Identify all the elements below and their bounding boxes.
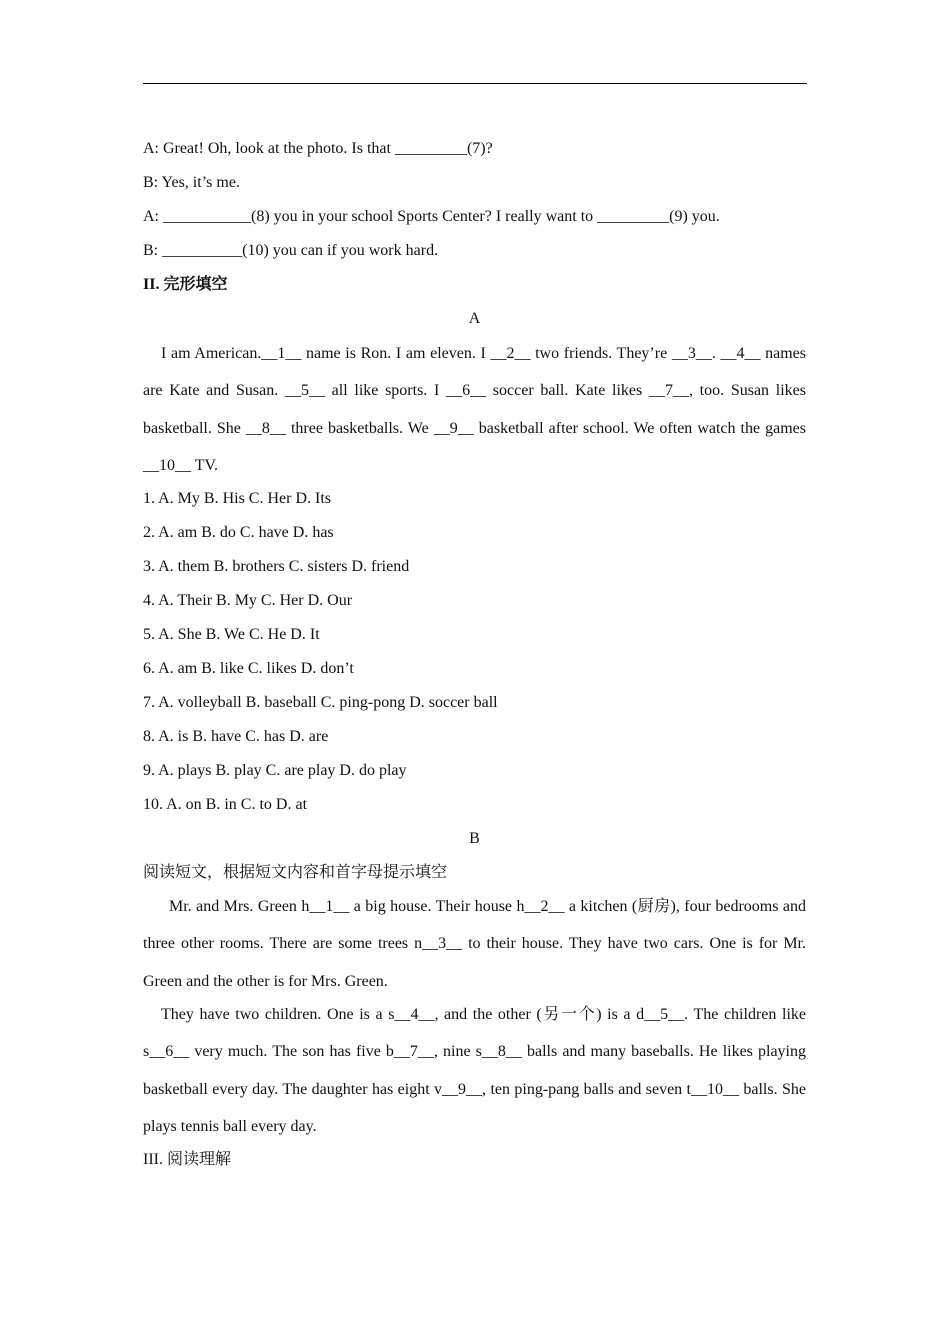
cloze-passage-b-paragraph-1: Mr. and Mrs. Green h__1__ a big house. Their house h__2__ a kitchen (厨房), four bedrooms and three other rooms. There are some trees n__3__ to their house. They have two cars. One is for Mr. Green and the other is for Mrs. Green. [143, 898, 806, 990]
option-line: 7. A. volleyball B. baseball C. ping-pong D. soccer ball [143, 694, 498, 712]
option-line: 10. A. on B. in C. to D. at [143, 796, 308, 814]
section-heading-reading: III. 阅读理解 [143, 1151, 231, 1169]
option-line: 2. A. am B. do C. have D. has [143, 524, 334, 542]
document-page [143, 138, 806, 1183]
cloze-passage-b-paragraph-2: They have two children. One is a s__4__, and the other (另一个) is a d__5__. The children like s__6__ very much. The son has five b__7__, nine s__8__ balls and many baseballs. He likes playing basketball every day. The daughter has eight v__9__, ten ping-pang balls and seven t__10__ balls. She plays tennis ball every day. [143, 1006, 806, 1135]
option-line: 6. A. am B. like C. likes D. don’t [143, 660, 354, 678]
option-line: 9. A. plays B. play C. are play D. do play [143, 762, 407, 780]
part-b-label: B [469, 830, 480, 848]
part-a-label: A [468, 310, 481, 327]
part-b-instruction: 阅读短文，根据短文内容和首字母提示填空 [143, 864, 448, 882]
dialogue-line: A: ___________(8) you in your school Sports Center? I really want to _________(9) you. [143, 208, 720, 225]
cloze-passage-a: I am American.__1__ name is Ron. I am eleven. I __2__ two friends. They’re __3__. __4__ names are Kate and Susan. __5__ all like sports. I __6__ soccer ball. Kate likes __7__, too. Susan likes basketball. She __8__ three basketballs. We __9__ basketball after school. We often watch the games __10__ TV. [143, 345, 806, 474]
option-line: 8. A. is B. have C. has D. are [143, 728, 329, 746]
option-line: 5. A. She B. We C. He D. It [143, 626, 320, 644]
header-rule [143, 83, 807, 84]
option-line: 1. A. My B. His C. Her D. Its [143, 490, 332, 508]
option-line: 3. A. them B. brothers C. sisters D. friend [143, 558, 410, 576]
dialogue-line: A: Great! Oh, look at the photo. Is that _________(7)? [143, 140, 493, 157]
option-line: 4. A. Their B. My C. Her D. Our [143, 592, 353, 610]
section-heading-cloze: II. 完形填空 [143, 276, 228, 293]
dialogue-line: B: Yes, it’s me. [143, 174, 240, 191]
dialogue-line: B: __________(10) you can if you work hard. [143, 242, 439, 259]
